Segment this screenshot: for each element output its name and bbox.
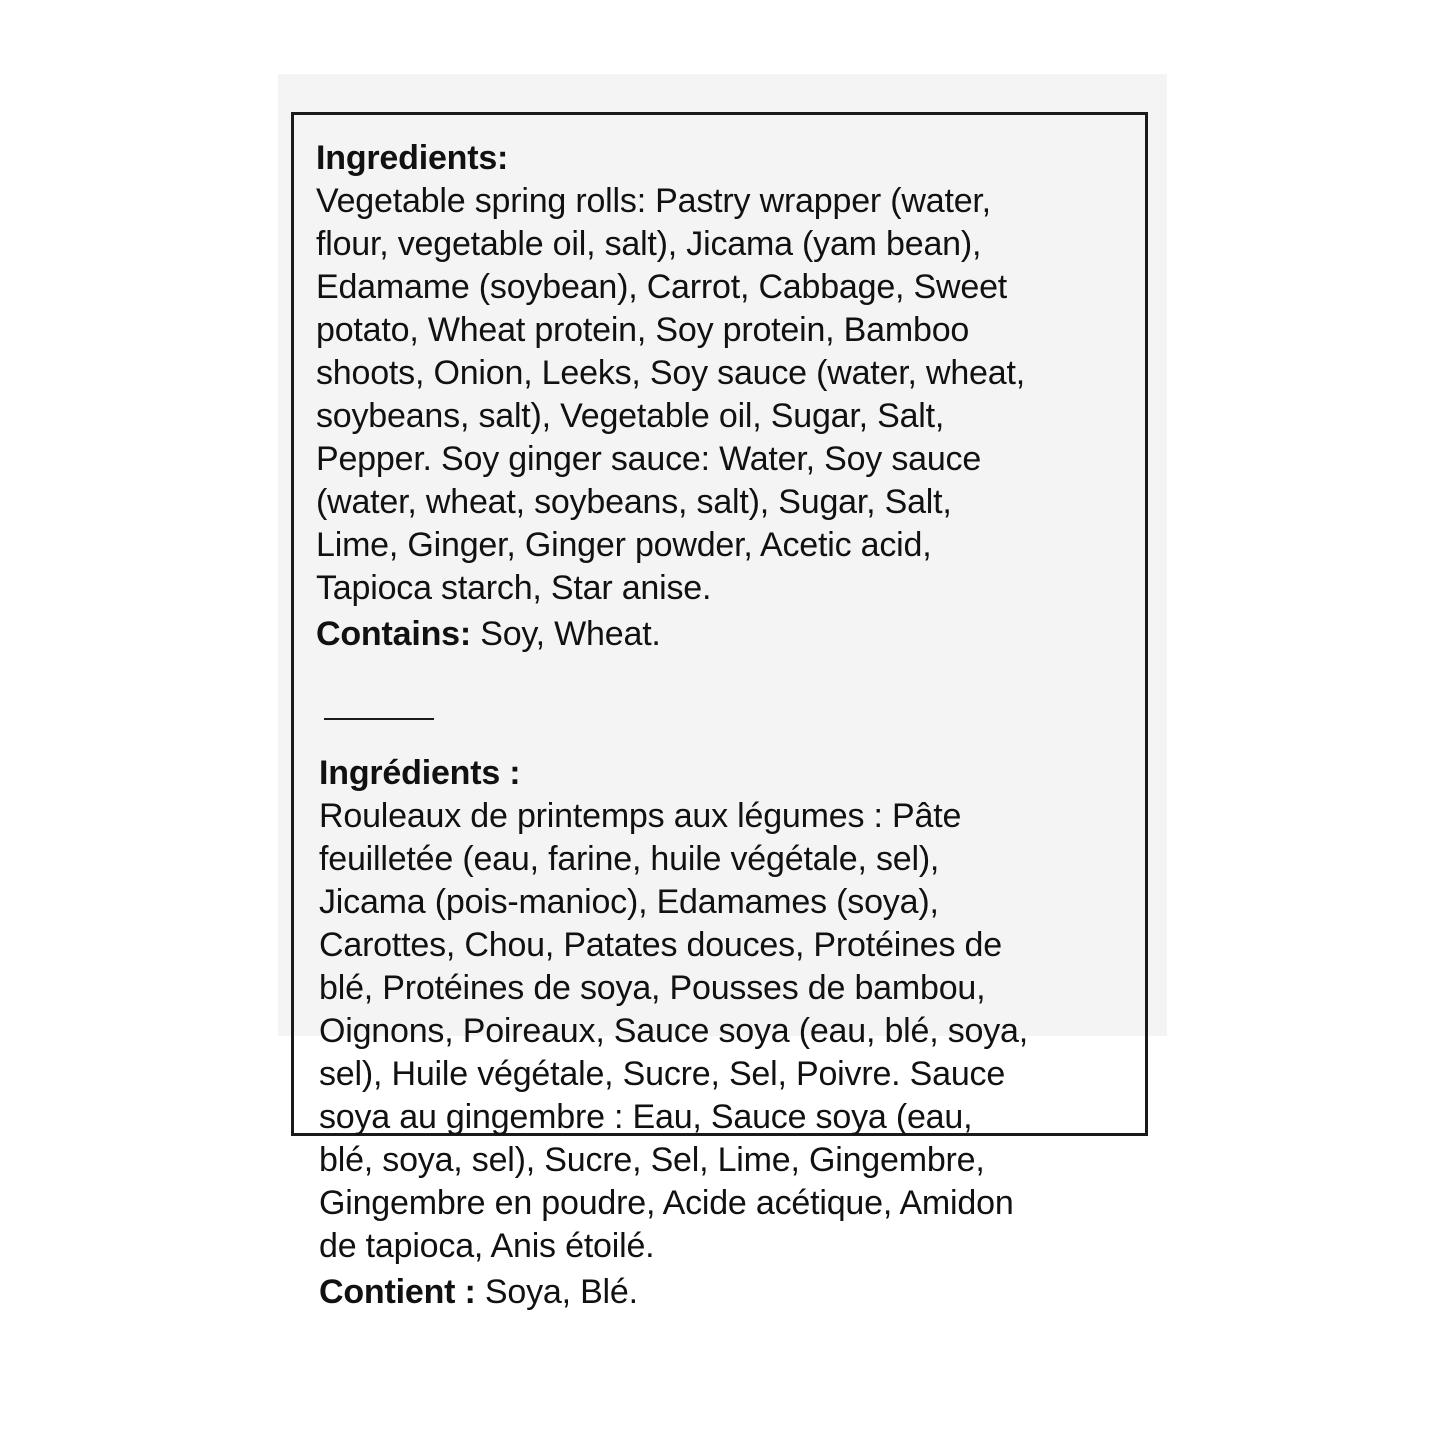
french-line: sel), Huile végétale, Sucre, Sel, Poivre. Sauce — [319, 1055, 1006, 1093]
french-line: soya au gingembre : Eau, Sauce soya (eau, — [319, 1098, 973, 1136]
french-line: Carottes, Chou, Patates douces, Protéines de — [319, 926, 1002, 964]
french-heading: Ingrédients : — [319, 754, 521, 792]
english-allergens-value: Soy, Wheat. — [470, 615, 661, 653]
english-line: Edamame (soybean), Carrot, Cabbage, Sweet — [316, 268, 1008, 306]
english-line: shoots, Onion, Leeks, Soy sauce (water, wheat, — [316, 354, 1025, 392]
french-line: blé, Protéines de soya, Pousses de bambou, — [319, 969, 986, 1007]
french-line: blé, soya, sel), Sucre, Sel, Lime, Gingembre, — [319, 1141, 985, 1179]
french-line: Oignons, Poireaux, Sauce soya (eau, blé, soya, — [319, 1012, 1029, 1050]
english-allergens-label: Contains: — [316, 615, 471, 653]
french-ingredients-section — [319, 752, 1149, 1314]
french-line: de tapioca, Anis étoilé. — [319, 1227, 655, 1265]
english-line: potato, Wheat protein, Soy protein, Bamboo — [316, 311, 970, 349]
english-line: Lime, Ginger, Ginger powder, Acetic acid, — [316, 526, 932, 564]
french-line: Rouleaux de printemps aux légumes : Pâte — [319, 797, 962, 835]
english-line: soybeans, salt), Vegetable oil, Sugar, Salt, — [316, 397, 945, 435]
language-divider — [324, 718, 434, 720]
english-line: Tapioca starch, Star anise. — [316, 569, 712, 607]
french-allergens-label: Contient : — [319, 1273, 476, 1311]
english-line: flour, vegetable oil, salt), Jicama (yam bean), — [316, 225, 982, 263]
english-line: Pepper. Soy ginger sauce: Water, Soy sauce — [316, 440, 982, 478]
french-line: feuilletée (eau, farine, huile végétale, sel), — [319, 840, 940, 878]
ingredients-label — [291, 112, 1148, 1311]
english-line: Vegetable spring rolls: Pastry wrapper (water, — [316, 182, 991, 220]
english-allergens — [316, 613, 1146, 656]
french-line: Gingembre en poudre, Acide acétique, Amidon — [319, 1184, 1014, 1222]
english-heading: Ingredients: — [316, 139, 509, 177]
french-line: Jicama (pois-manioc), Edamames (soya), — [319, 883, 939, 921]
french-allergens-value: Soya, Blé. — [475, 1273, 638, 1311]
english-line: (water, wheat, soybeans, salt), Sugar, Salt, — [316, 483, 952, 521]
english-ingredients-section — [316, 137, 1146, 656]
french-allergens — [319, 1271, 1149, 1314]
